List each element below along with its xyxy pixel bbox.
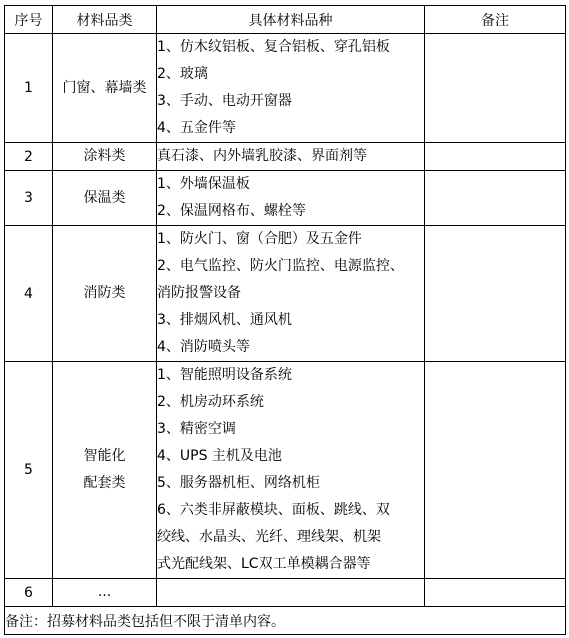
row-category [53,171,157,226]
row-items [157,143,425,171]
item-line: 2、机房动环系统 [157,394,264,410]
header-items: 具体材料品种 [157,6,425,34]
item-line: 2、保温网格布、螺栓等 [157,203,306,219]
row-items [157,34,425,143]
row-number: 1 [5,34,53,143]
row-number: 6 [5,579,53,607]
item-line: 2、玻璃 [157,66,208,82]
item-line: 绞线、水晶头、光纤、理线架、机架 [157,529,381,545]
table-row [5,226,566,362]
row-number: 5 [5,362,53,579]
row-number: 3 [5,171,53,226]
note-row [5,607,566,635]
row-items [157,171,425,226]
item-line: 1、防火门、窗（合肥）及五金件 [157,231,362,247]
item-line: 3、手动、电动开窗器 [157,93,292,109]
item-line: 式光配线架、LC双工单模耦合器等 [157,556,371,572]
row-remark [425,579,566,607]
item-line: 3、排烟风机、通风机 [157,312,292,328]
item-line: 1、外墙保温板 [157,176,250,192]
table-row [5,362,566,579]
row-items [157,362,425,579]
item-line: 4、消防喷头等 [157,339,250,355]
category-line: 智能化 [83,448,126,464]
item-line: 4、五金件等 [157,120,236,136]
table-row [5,171,566,226]
row-remark [425,362,566,579]
row-items [157,226,425,362]
category-line: 消防类 [83,285,126,301]
item-line: 6、六类非屏蔽模块、面板、跳线、双 [157,502,390,518]
row-remark [425,226,566,362]
row-category [53,362,157,579]
table-body [5,34,566,607]
category-line: 保温类 [83,189,126,206]
item-line: 5、服务器机柜、网络机柜 [157,475,320,491]
table-header-row [5,6,566,34]
row-category [53,34,157,143]
row-remark [425,143,566,171]
item-line: 1、智能照明设备系统 [157,367,292,383]
category-line: 门窗、幕墙类 [62,79,147,96]
row-remark [425,171,566,226]
item-line: 消防报警设备 [157,285,241,301]
category-line: 配套类 [83,475,126,491]
item-line: 2、电气监控、防火门监控、电源监控、 [157,258,404,274]
table-row [5,579,566,607]
row-category [53,143,157,171]
header-remark: 备注 [425,6,566,34]
item-line: 1、仿木纹铝板、复合铝板、穿孔铝板 [157,39,390,55]
item-line: 3、精密空调 [157,421,236,437]
row-category [53,226,157,362]
row-number: 2 [5,143,53,171]
item-line: 4、UPS 主机及电池 [157,448,282,464]
row-number: 4 [5,226,53,362]
table-row [5,34,566,143]
category-line: 涂料类 [83,148,126,164]
row-category [53,579,157,607]
item-line: 真石漆、内外墙乳胶漆、界面剂等 [157,148,367,164]
header-category: 材料品类 [53,6,157,34]
table-note: 备注：招募材料品类包括但不限于清单内容。 [5,607,566,635]
header-no: 序号 [5,6,53,34]
category-line: ... [97,584,112,600]
row-items [157,579,425,607]
materials-table [4,5,566,635]
table-row [5,143,566,171]
row-remark [425,34,566,143]
